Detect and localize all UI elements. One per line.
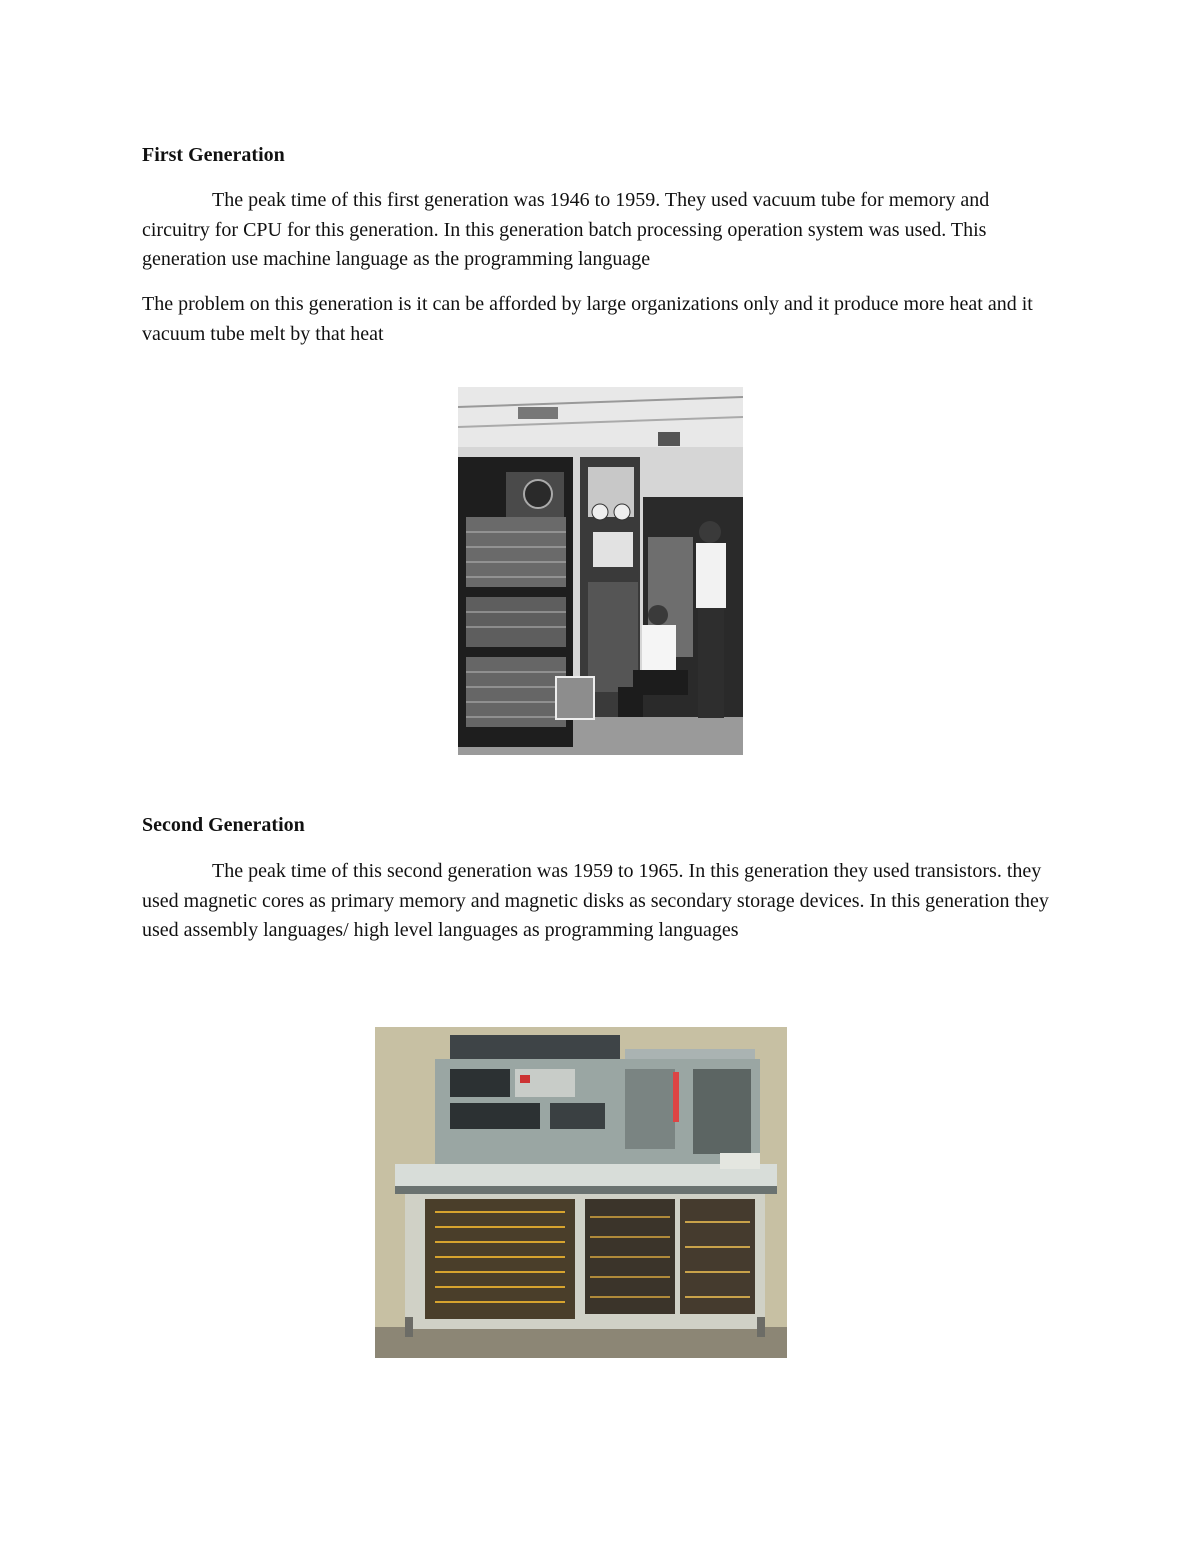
section-heading-first-generation: First Generation — [142, 144, 285, 166]
first-generation-paragraph-1: The peak time of this first generation was 1946 to 1959. They used vacuum tube for memory and circuitry for CPU for this generation. In this generation batch processing operation system was used. This generation use machine language as the programming language — [142, 189, 990, 270]
second-generation-paragraph-1: The peak time of this second generation was 1959 to 1965. In this generation they used transistors. they used magnetic cores as primary memory and magnetic disks as secondary storage devices. In this generation they used assembly languages/ high level languages as programming languages — [142, 860, 1049, 941]
first-generation-computer-photo — [458, 387, 743, 755]
section-heading-second-generation: Second Generation — [142, 814, 305, 836]
first-generation-paragraph-2: The problem on this generation is it can be afforded by large organizations only and it produce more heat and it vacuum tube melt by that heat — [142, 293, 1033, 345]
second-generation-computer-photo — [375, 1027, 787, 1358]
